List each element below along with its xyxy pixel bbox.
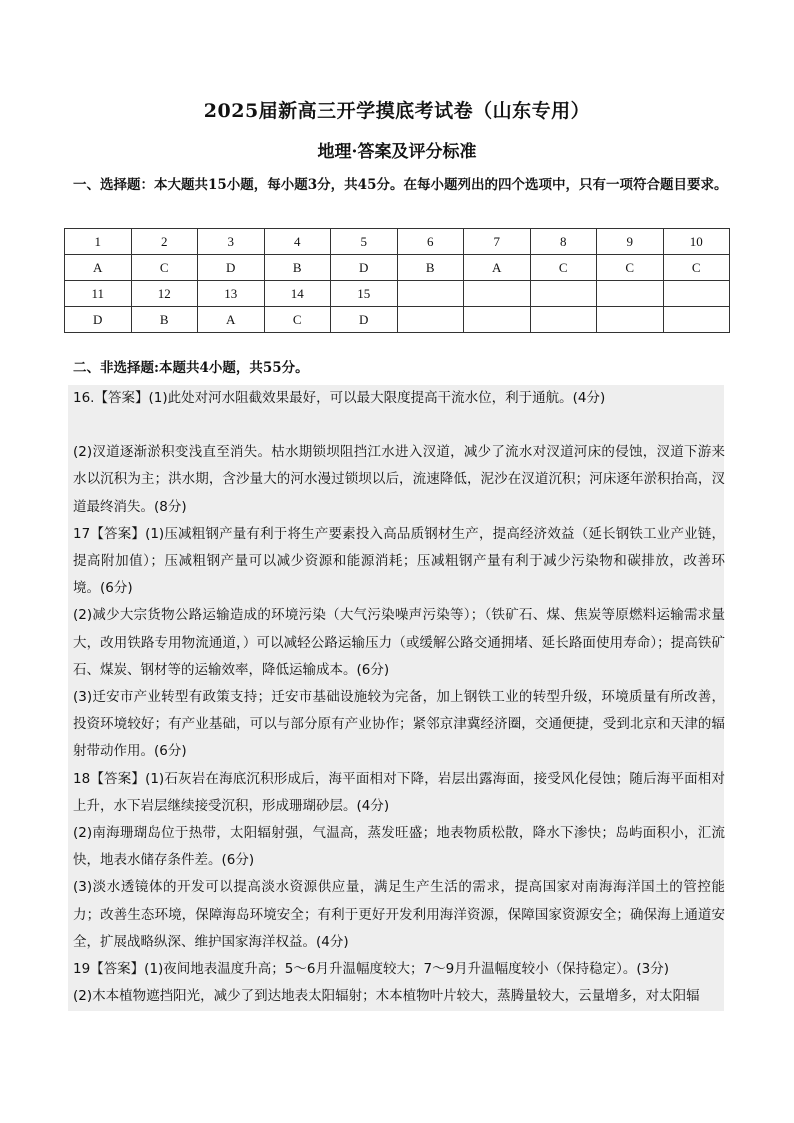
table-row: [65, 281, 730, 307]
table-cell: 13: [198, 281, 265, 307]
table-cell: 15: [331, 281, 398, 307]
table-row: [65, 229, 730, 255]
table-cell: [464, 281, 531, 307]
table-row: [65, 307, 730, 333]
table-cell: 3: [198, 229, 265, 255]
table-cell: [597, 281, 664, 307]
table-cell: C: [264, 307, 331, 333]
table-cell: [530, 281, 597, 307]
answer-17-part2: (2)减少大宗货物公路运输造成的环境污染（大气污染噪声污染等）；（铁矿石、煤、焦炭等原燃料运输需求量大，改用铁路专用物流通道，）可以减轻公路运输压力（或缓解公路交通拥堵、延长路面使用寿命）；提高铁矿石、煤炭、钢材等的运输效率，降低运输成本。(6分): [73, 607, 725, 678]
table-cell: 8: [530, 229, 597, 255]
table-cell: D: [65, 307, 132, 333]
table-cell: [530, 307, 597, 333]
table-cell: D: [198, 255, 265, 281]
table-cell: B: [131, 307, 198, 333]
table-cell: 12: [131, 281, 198, 307]
table-cell: [464, 307, 531, 333]
answer-18-part3: (3)淡水透镜体的开发可以提高淡水资源供应量，满足生产生活的需求，提高国家对南海海洋国土的管控能力；改善生态环境，保障海岛环境安全；有利于更好开发利用海洋资源，保障国家资源安全；确保海上通道安全，扩展战略纵深、维护国家海洋权益。(4分): [73, 879, 725, 950]
table-cell: A: [198, 307, 265, 333]
answer-16-part2: (2)汊道逐渐淤积变浅直至消失。枯水期锁坝阻挡江水进入汊道，减少了流水对汊道河床的侵蚀，汊道下游来水以沉积为主；洪水期，含沙量大的河水漫过锁坝以后，流速降低，泥沙在汊道沉积；河床逐年淤积抬高，汊道最终消失。(8分): [73, 444, 725, 515]
table-row: [65, 255, 730, 281]
table-cell: C: [530, 255, 597, 281]
table-cell: 5: [331, 229, 398, 255]
table-cell: 4: [264, 229, 331, 255]
answer-18-part1: 18【答案】(1)石灰岩在海底沉积形成后，海平面相对下降，岩层出露海面，接受风化侵蚀；随后海平面相对上升，水下岩层继续接受沉积，形成珊瑚砂层。(4分): [73, 770, 725, 814]
answer-19-part2: (2)木本植物遮挡阳光，减少了到达地表太阳辐射；木本植物叶片较大，蒸腾量较大，云量增多，对太阳辐: [73, 988, 700, 1005]
table-cell: 10: [663, 229, 730, 255]
spacer: [73, 412, 725, 439]
table-cell: 6: [397, 229, 464, 255]
table-cell: 7: [464, 229, 531, 255]
table-cell: A: [65, 255, 132, 281]
page-subtitle: 地理·答案及评分标准: [317, 142, 477, 162]
table-cell: 14: [264, 281, 331, 307]
table-cell: 1: [65, 229, 132, 255]
answer-19-part1: 19【答案】(1)夜间地表温度升高；5～6月升温幅度较大；7～9月升温幅度较小（保持稳定）。(3分): [73, 961, 670, 978]
answer-table: [64, 228, 730, 333]
table-cell: C: [597, 255, 664, 281]
page-title: 2025届新高三开学摸底考试卷（山东专用）: [203, 100, 591, 122]
answer-18-part2: (2)南海珊瑚岛位于热带，太阳辐射强，气温高，蒸发旺盛；地表物质松散，降水下渗快；岛屿面积小，汇流快，地表水储存条件差。(6分): [73, 825, 725, 869]
table-cell: 11: [65, 281, 132, 307]
section2-heading: 二、非选择题:本题共4小题，共55分。: [73, 360, 309, 376]
table-cell: A: [464, 255, 531, 281]
table-cell: C: [663, 255, 730, 281]
table-cell: [397, 307, 464, 333]
answer-17-part3: (3)迁安市产业转型有政策支持；迁安市基础设施较为完备，加上钢铁工业的转型升级，环境质量有所改善，投资环境较好；有产业基础，可以与部分原有产业协作；紧邻京津冀经济圈，交通便捷，受到北京和天津的辐射带动作用。(6分): [73, 689, 725, 760]
table-cell: C: [131, 255, 198, 281]
table-cell: [663, 281, 730, 307]
answer-block: [73, 385, 725, 1010]
table-cell: D: [331, 255, 398, 281]
table-cell: D: [331, 307, 398, 333]
table-cell: [663, 307, 730, 333]
table-cell: B: [264, 255, 331, 281]
table-cell: [597, 307, 664, 333]
table-cell: B: [397, 255, 464, 281]
table-cell: [397, 281, 464, 307]
table-cell: 2: [131, 229, 198, 255]
answer-17-part1: 17【答案】(1)压减粗钢产量有利于将生产要素投入高品质钢材生产，提高经济效益（延长钢铁工业产业链，提高附加值）；压减粗钢产量可以减少资源和能源消耗；压减粗钢产量有利于减少污染物和碳排放，改善环境。(6分): [73, 525, 725, 597]
section1-heading: 一、选择题：本大题共15小题，每小题3分，共45分。在每小题列出的四个选项中，只有一项符合题目要求。: [73, 177, 728, 193]
answer-16-part1: 16.【答案】(1)此处对河水阻截效果最好，可以最大限度提高干流水位，利于通航。(4分): [73, 390, 606, 406]
table-cell: 9: [597, 229, 664, 255]
